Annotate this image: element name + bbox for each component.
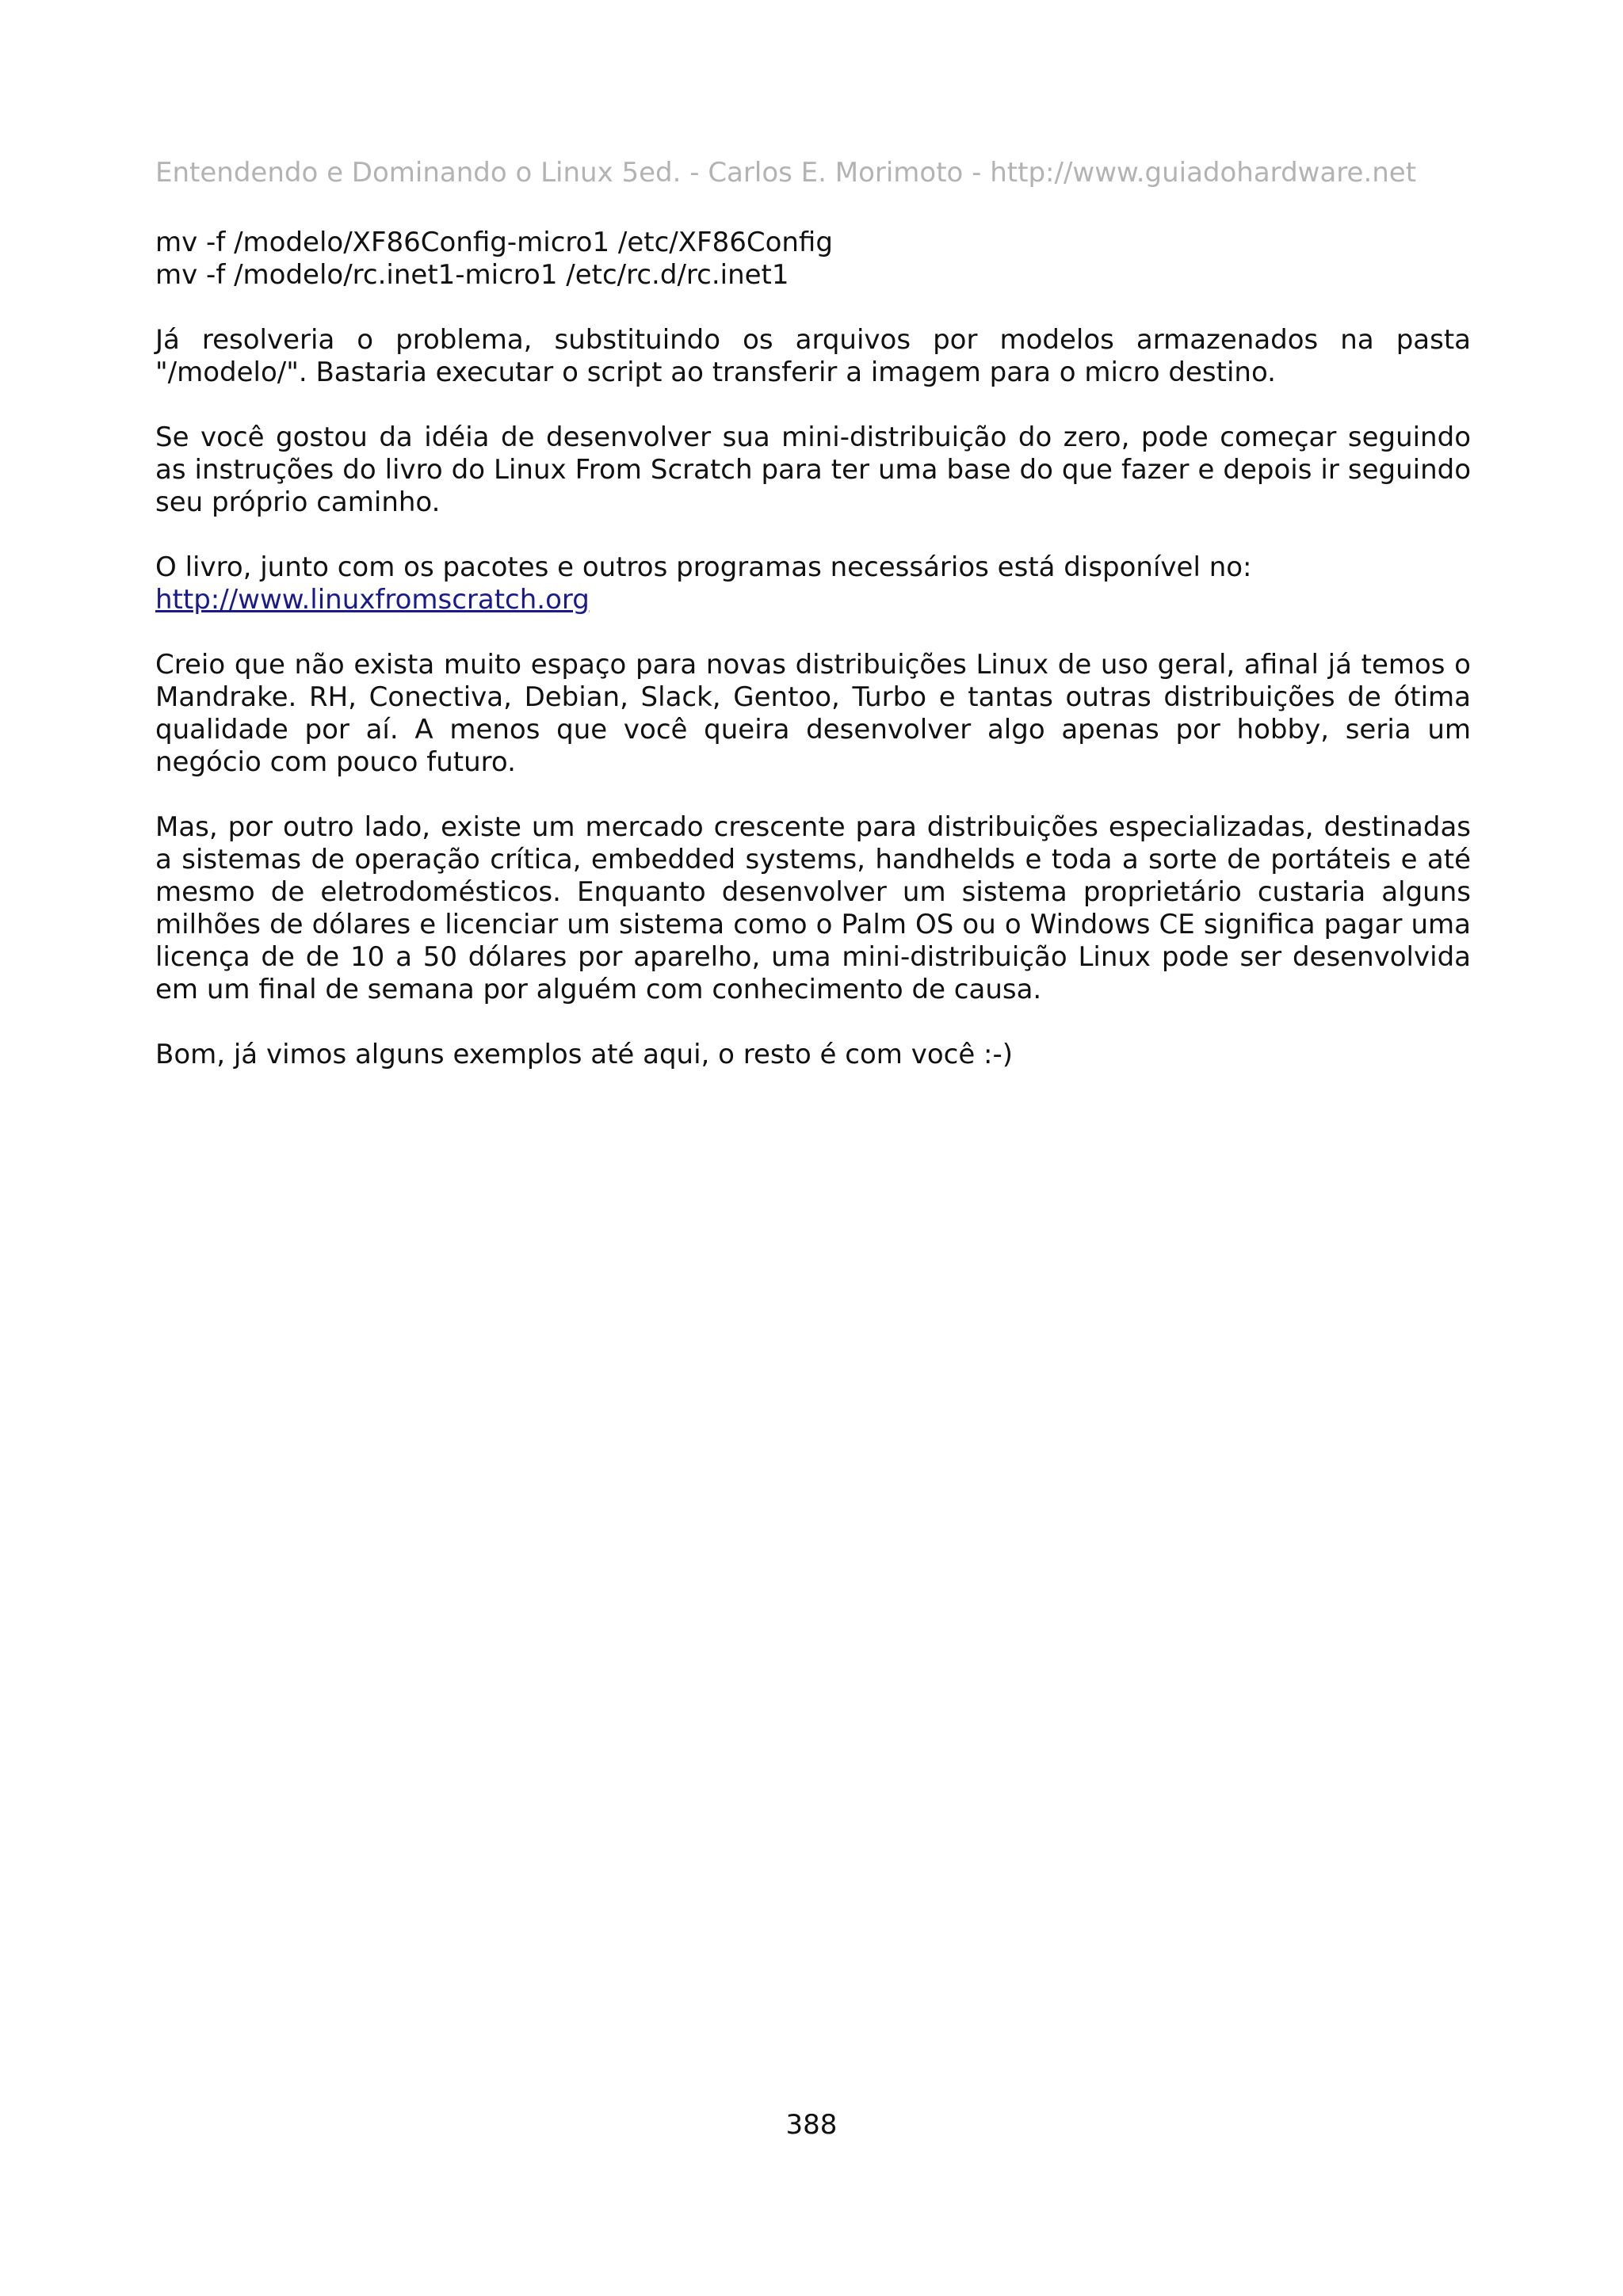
paragraph-text: O livro, junto com os pacotes e outros programas necessários está disponível no: <box>155 551 1252 583</box>
paragraph-modelo-folder <box>155 324 1471 389</box>
paragraph-linux-from-scratch <box>155 421 1471 519</box>
paragraph-text: Se você gostou da idéia de desenvolver sua mini-distribuição do zero, pode começar seguindo as instruções do livro do Linux From Scratch para ter uma base do que fazer e depois ir seguindo seu próprio caminho. <box>155 421 1471 518</box>
paragraph-text: Mas, por outro lado, existe um mercado crescente para distribuições especializadas, destinadas a sistemas de operação crítica, embedded systems, handhelds e toda a sorte de portáteis e até mesmo de eletrodomésticos. Enquanto desenvolver um sistema proprietário custaria alguns milhões de dólares e licenciar um sistema como o Palm OS ou o Windows CE significa pagar uma licença de de 10 a 50 dólares por aparelho, uma mini-distribuição Linux pode ser desenvolvida em um final de semana por alguém com conhecimento de causa. <box>155 811 1471 1005</box>
paragraph-text: Bom, já vimos alguns exemplos até aqui, o resto é com você :-) <box>155 1039 1014 1070</box>
code-line: mv -f /modelo/XF86Config-micro1 /etc/XF86Config <box>155 227 833 258</box>
paragraph-text: Já resolveria o problema, substituindo os arquivos por modelos armazenados na pasta "/modelo/". Bastaria executar o script ao transferir a imagem para o micro destino. <box>155 324 1471 388</box>
code-block <box>155 227 1471 292</box>
linuxfromscratch-link[interactable]: http://www.linuxfromscratch.org <box>155 584 590 616</box>
page-number: 388 <box>785 2109 838 2141</box>
paragraph-text: Creio que não exista muito espaço para novas distribuições Linux de uso geral, afinal já temos o Mandrake. RH, Conectiva, Debian, Slack, Gentoo, Turbo e tantas outras distribuições de ótima qualidade por aí. A menos que você queira desenvolver algo apenas por hobby, seria um negócio com pouco futuro. <box>155 649 1471 778</box>
code-line: mv -f /modelo/rc.inet1-micro1 /etc/rc.d/rc.inet1 <box>155 259 789 291</box>
paragraph-book-availability <box>155 551 1471 616</box>
paragraph-specialized-distributions <box>155 811 1471 1006</box>
running-header: Entendendo e Dominando o Linux 5ed. - Carlos E. Morimoto - http://www.guiadohardware.net <box>155 157 1417 189</box>
paragraph-general-distributions <box>155 649 1471 779</box>
paragraph-closing <box>155 1039 1471 1071</box>
page-body <box>155 227 1471 1104</box>
